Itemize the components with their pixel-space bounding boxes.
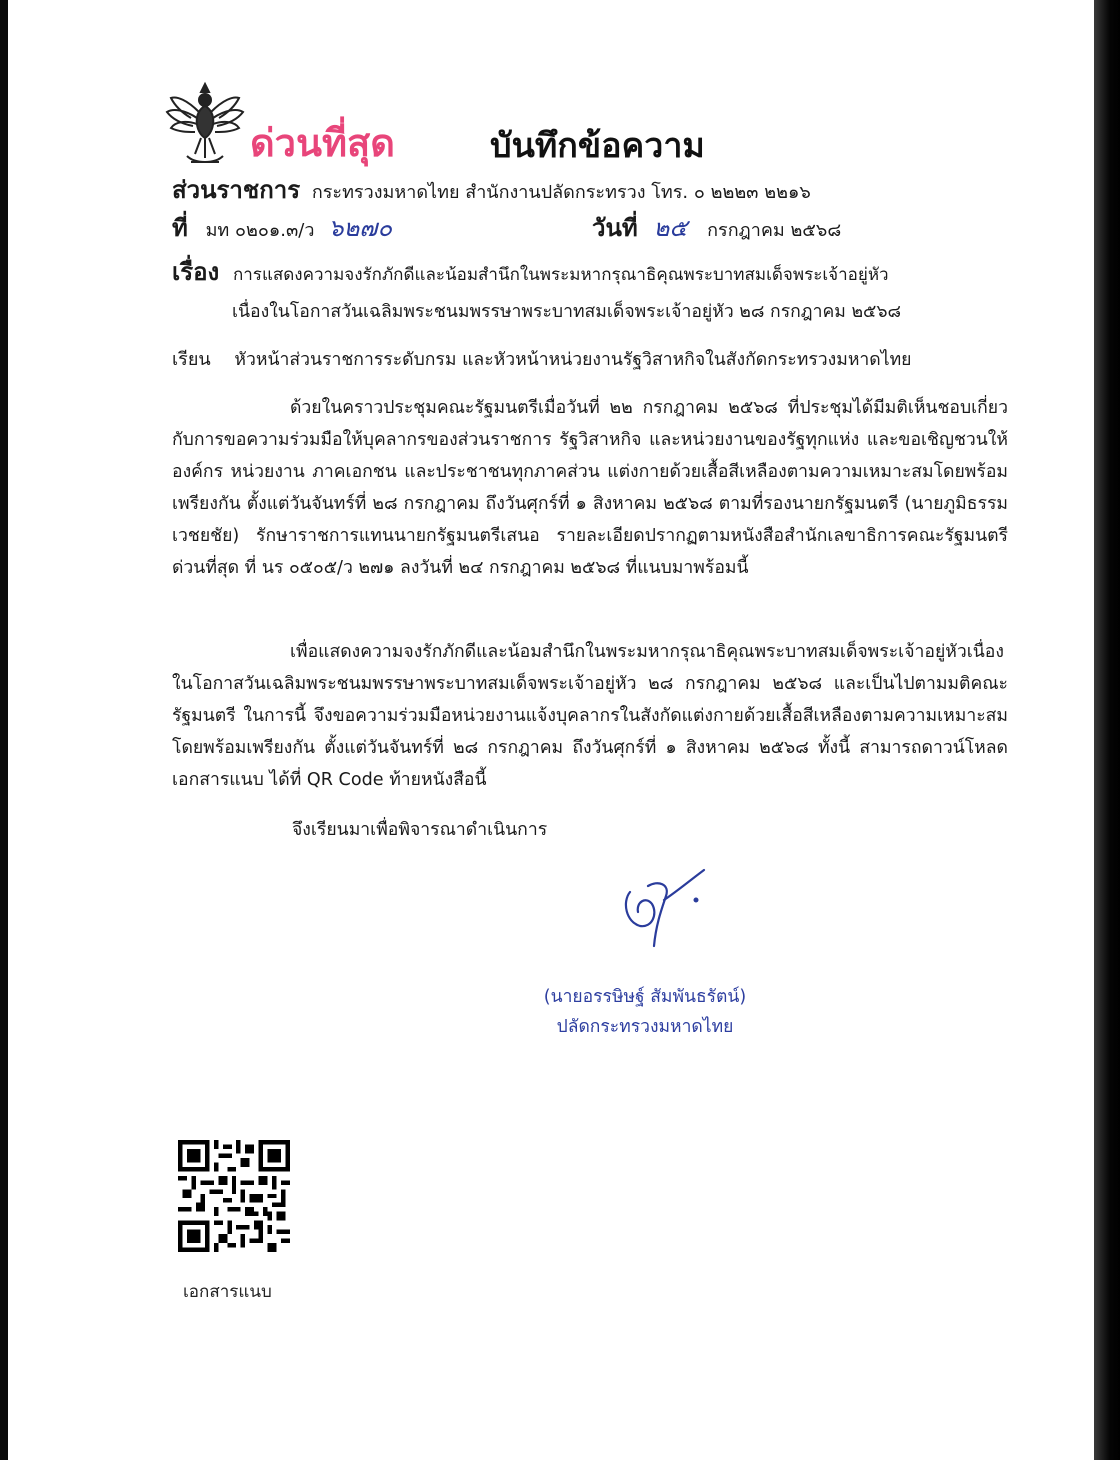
- subject-row: [172, 260, 889, 287]
- subject-label: เรื่อง: [172, 258, 220, 286]
- urgency-label: ด่วนที่สุด: [250, 121, 395, 165]
- garuda-emblem-icon: [165, 78, 245, 168]
- date-label: วันที่: [592, 214, 638, 242]
- signer-name: (นายอรรษิษฐ์ สัมพันธรัตน์): [543, 987, 747, 1007]
- body-paragraph-1-block: [172, 392, 1008, 584]
- handwritten-signature: [618, 862, 718, 952]
- qr-code[interactable]: [178, 1140, 290, 1252]
- document-type-title: บันทึกข้อความ: [490, 126, 705, 166]
- recipient-value: หัวหน้าส่วนราชการระดับกรม และหัวหน้าหน่วยงานรัฐวิสาหกิจในสังกัดกระทรวงมหาดไทย: [234, 350, 912, 370]
- attachment-caption: เอกสารแนบ: [183, 1282, 272, 1302]
- scan-left-edge: [0, 0, 8, 1460]
- subject-line-1: การแสดงความจงรักภักดีและน้อมสำนึกในพระมหากรุณาธิคุณพระบาทสมเด็จพระเจ้าอยู่หัว: [232, 265, 889, 285]
- signer-position: ปลัดกระทรวงมหาดไทย: [556, 1017, 734, 1037]
- date-month-year: กรกฎาคม ๒๕๖๘: [707, 220, 842, 241]
- reference-number-handwritten: ๖๒๗๐: [328, 214, 392, 242]
- reference-prefix: มท ๐๒๐๑.๓/ว: [205, 220, 315, 241]
- body-paragraph-2: เพื่อแสดงความจงรักภักดีและน้อมสำนึกในพระมหากรุณาธิคุณพระบาทสมเด็จพระเจ้าอยู่หัวเนื่องในโอกาสวันเฉลิมพระชนมพรรษาพระบาทสมเด็จพระเจ้าอยู่หัว ๒๘ กรกฎาคม ๒๕๖๘ และเป็นไปตามมติคณะรัฐมนตรี ในการนี้ จึงขอความร่วมมือหน่วยงานแจ้งบุคลากรในสังกัดแต่งกายด้วยเสื้อสีเหลืองตามความเหมาะสมโดยพร้อมเพรียงกัน ตั้งแต่วันจันทร์ที่ ๒๘ กรกฎาคม ถึงวันศุกร์ที่ ๑ สิงหาคม ๒๕๖๘ ทั้งนี้ สามารถดาวน์โหลดเอกสารแนบ ได้ที่ QR Code ท้ายหนังสือนี้: [172, 642, 1008, 790]
- agency-label: ส่วนราชการ: [172, 176, 301, 204]
- recipient-row: [172, 348, 912, 372]
- body-paragraph-1: ด้วยในคราวประชุมคณะรัฐมนตรีเมื่อวันที่ ๒๒ กรกฎาคม ๒๕๖๘ ที่ประชุมได้มีมติเห็นชอบเกี่ยวกับการขอความร่วมมือให้บุคลากรของส่วนราชการ รัฐวิสาหกิจ และหน่วยงานของรัฐทุกแห่ง และขอเชิญชวนให้องค์กร หน่วยงาน ภาคเอกชน และประชาชนทุกภาคส่วน แต่งกายด้วยเสื้อสีเหลืองตามความเหมาะสมโดยพร้อมเพรียงกัน ตั้งแต่วันจันทร์ที่ ๒๘ กรกฎาคม ถึงวันศุกร์ที่ ๑ สิงหาคม ๒๕๖๘ ตามที่รองนายกรัฐมนตรี (นายภูมิธรรม เวชยชัย) รักษาราชการแทนนายกรัฐมนตรีเสนอ รายละเอียดปรากฏตามหนังสือสำนักเลขาธิการคณะรัฐมนตรี ด่วนที่สุด ที่ นร ๐๕๐๕/ว ๒๗๑ ลงวันที่ ๒๔ กรกฎาคม ๒๕๖๘ ที่แนบมาพร้อมนี้: [172, 398, 1008, 578]
- body-paragraph-2-block: [172, 636, 1008, 796]
- date-day-handwritten: ๒๕: [653, 214, 688, 242]
- date-row: [592, 216, 841, 243]
- agency-row: [172, 178, 811, 205]
- signer-block: [530, 982, 760, 1042]
- agency-value: กระทรวงมหาดไทย สำนักงานปลัดกระทรวง โทร. ๐ ๒๒๒๓ ๒๒๑๖: [311, 182, 811, 203]
- reference-label: ที่: [172, 214, 188, 242]
- reference-row: [172, 216, 392, 243]
- subject-line-2: เนื่องในโอกาสวันเฉลิมพระชนมพรรษาพระบาทสมเด็จพระเจ้าอยู่หัว ๒๘ กรกฎาคม ๒๕๖๘: [232, 302, 902, 322]
- scan-right-edge: [1094, 0, 1120, 1460]
- recipient-label: เรียน: [172, 349, 211, 370]
- closing-line: จึงเรียนมาเพื่อพิจารณาดำเนินการ: [292, 820, 548, 840]
